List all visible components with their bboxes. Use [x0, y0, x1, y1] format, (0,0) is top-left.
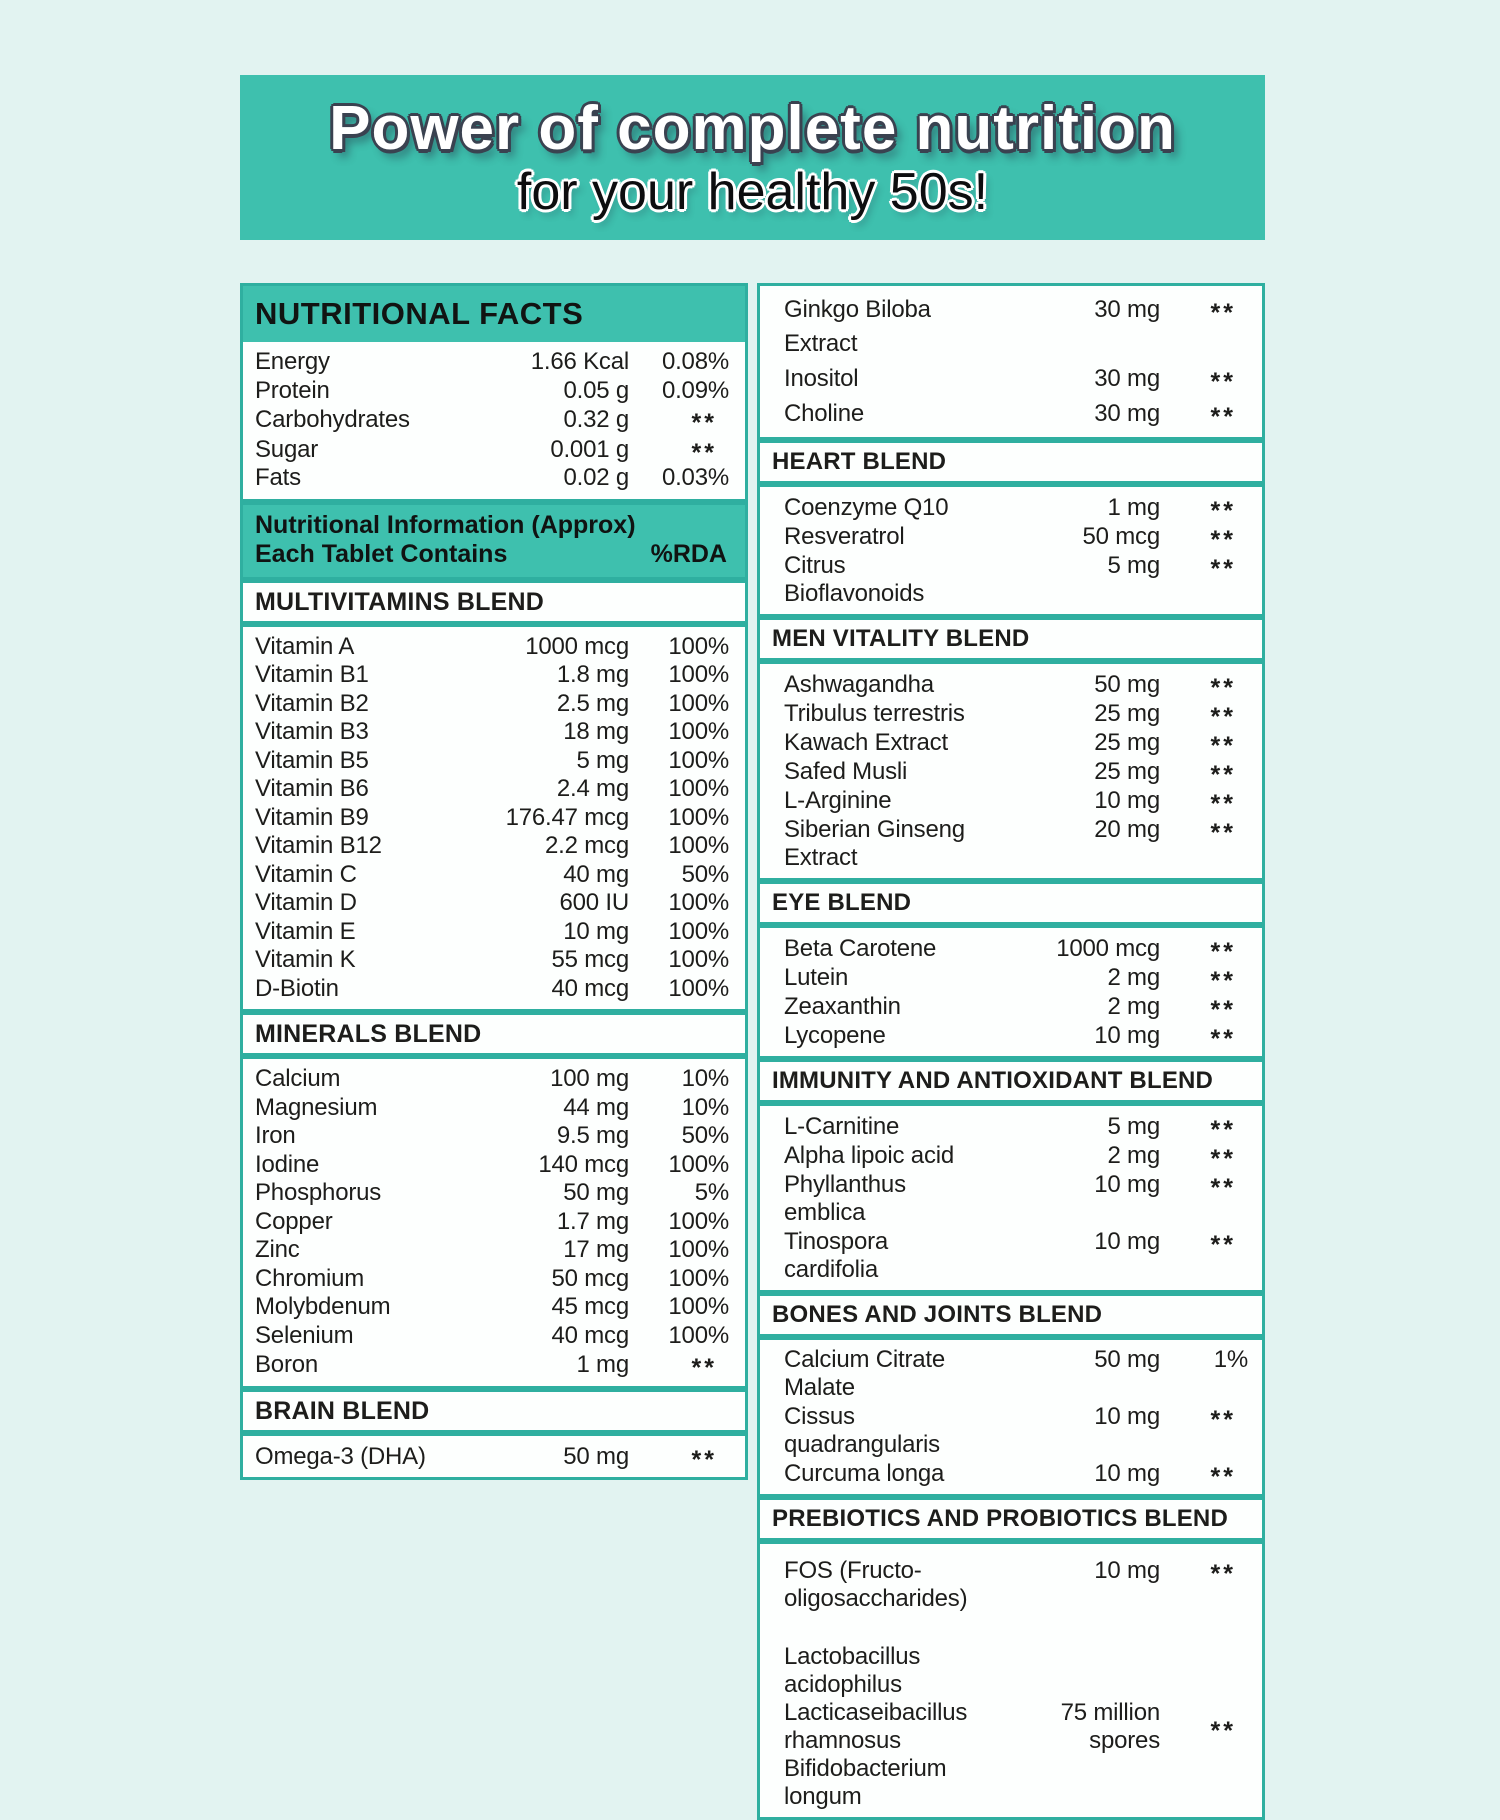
nutrient-amount: 1.66 Kcal: [530, 348, 629, 375]
nutrient-name: Coenzyme Q10: [784, 494, 949, 521]
nutrient-amount: 1.8 mg: [556, 661, 629, 688]
nutrient-amount: 2 mg: [1107, 964, 1160, 991]
banner-subtitle: for your healthy 50s!: [516, 162, 989, 221]
nutrient-name: Citrus Bioflavonoids: [784, 552, 925, 607]
nutrient-name: Calcium Citrate Malate: [784, 1346, 946, 1401]
nutrient-rda-value: 100%: [668, 974, 729, 1002]
nutrient-row: [784, 292, 1248, 361]
section-header-brain-blend: [240, 1389, 748, 1433]
nutrient-row: [255, 1179, 729, 1208]
nutrient-name: Lutein: [784, 964, 849, 991]
nutrient-amount: 5 mg: [1107, 552, 1160, 579]
nutrient-rda-value: **: [1210, 403, 1236, 431]
nutrient-amount: 140 mcg: [538, 1150, 629, 1178]
nutrient-name: Iodine: [255, 1150, 320, 1178]
nutrient-name: Vitamin B1: [255, 661, 369, 688]
nutrient-amount: 30 mg: [1094, 365, 1160, 392]
nutrient-row: [255, 747, 729, 776]
nutrient-amount: 17 mg: [563, 1236, 629, 1263]
nutrient-amount: 10 mg: [1094, 1022, 1160, 1049]
nutrient-amount: 2.5 mg: [556, 689, 629, 717]
nutrient-rda-value: **: [1210, 1145, 1236, 1173]
nutrient-name: Vitamin E: [255, 917, 356, 945]
nutrient-name: Tinospora cardifolia: [784, 1228, 889, 1283]
nutrient-name: Ashwagandha: [784, 671, 934, 698]
nutrient-amount: 10 mg: [1094, 1228, 1160, 1255]
nutrient-rda-value: 100%: [668, 689, 729, 717]
nutrient-rda-value: 10%: [681, 1093, 729, 1121]
nutrient-name: Protein: [255, 376, 330, 404]
nutrient-rda-value: **: [691, 409, 717, 437]
nutrient-amount: 55 mcg: [551, 946, 629, 973]
nutrient-row: [255, 1208, 729, 1237]
nutrient-amount: 1000 mcg: [1056, 935, 1160, 962]
section-rows-brain-blend: [240, 1433, 748, 1481]
nutrient-amount: 50 mg: [563, 1179, 629, 1206]
nutrient-row: [255, 1265, 729, 1294]
nutritional-facts-box: [240, 283, 748, 502]
section-rows-bones-joints-blend: [757, 1337, 1265, 1497]
nutrient-rda-value: **: [1210, 732, 1236, 760]
nutrient-rda-value: **: [1210, 1406, 1236, 1434]
nutrient-row: [255, 377, 729, 406]
nutrient-name: Vitamin B6: [255, 775, 369, 802]
nutrient-rda-value: **: [1210, 674, 1236, 702]
nutrient-rda-value: 1%: [1213, 1346, 1248, 1373]
nutrient-rda-value: **: [1210, 1025, 1236, 1053]
nutrient-row: [784, 361, 1248, 396]
nutrient-row: [784, 1402, 1248, 1459]
nutrient-rda-value: 50%: [681, 1122, 729, 1149]
macro-nutrient-rows: [243, 342, 745, 499]
nutrient-rda-value: **: [1210, 819, 1236, 847]
nutrient-rda-value: 100%: [668, 1321, 729, 1349]
nutrient-name: Carbohydrates: [255, 406, 410, 433]
nutrient-amount: 600 IU: [559, 889, 629, 916]
nutrient-row: [784, 1227, 1248, 1284]
nutrient-amount: 10 mg: [1094, 1403, 1160, 1430]
nutrient-name: Chromium: [255, 1264, 365, 1292]
nutrient-rda-value: **: [1210, 967, 1236, 995]
nutrient-name: Boron: [255, 1351, 319, 1378]
nutrition-tables: [240, 283, 1265, 1820]
nutrient-rda-value: **: [1210, 761, 1236, 789]
nutrient-rda-value: **: [691, 438, 717, 467]
nutrient-name: Vitamin B3: [255, 718, 369, 745]
nutrient-rda-value: **: [1210, 497, 1236, 525]
section-title: PREBIOTICS AND PROBIOTICS BLEND: [772, 1505, 1229, 1532]
minerals-rows: [243, 1059, 745, 1386]
section-title: MEN VITALITY BLEND: [772, 625, 1030, 652]
nutrient-rda-value: 100%: [668, 1150, 729, 1178]
nutrient-row: [255, 918, 729, 947]
nutrient-rda-value: 100%: [668, 632, 729, 660]
nutrient-rda-value: **: [691, 1445, 717, 1474]
section-rows-heart-blend: [757, 484, 1265, 617]
section-rows-minerals-blend: [240, 1056, 748, 1389]
nutrient-amount: 10 mg: [1094, 1171, 1160, 1198]
nutrient-name: Magnesium: [255, 1093, 378, 1121]
nutrient-rda-value: 100%: [668, 1236, 729, 1263]
nutrient-rda-value: 0.09%: [661, 376, 729, 404]
probiotic-amount: 75 million spores: [1060, 1699, 1160, 1754]
nutrient-rda-value: 100%: [668, 661, 729, 688]
nutrient-amount: 5 mg: [1107, 1113, 1160, 1140]
nutrient-rda-value: **: [1210, 996, 1236, 1024]
nutrient-rda-value: 100%: [668, 946, 729, 973]
probiotic-strain-names: Lactobacillus acidophilus Lacticaseibacillus rhamnosus Bifidobacterium longum: [784, 1643, 968, 1810]
nutrient-name: Beta Carotene: [784, 935, 937, 962]
nutrient-row: [255, 718, 729, 747]
nutrient-name: Phyllanthus emblica: [784, 1171, 906, 1226]
nutrient-row: [255, 1236, 729, 1265]
section-rows-prebiotics-probiotics-blend: [757, 1541, 1265, 1820]
nutrient-rda-value: **: [1210, 1174, 1236, 1202]
nutrient-row: [255, 633, 729, 662]
section-rows-multivitamins-blend: [240, 624, 748, 1013]
nutrient-rda-value: **: [1210, 526, 1236, 554]
nutrient-name: Zeaxanthin: [784, 993, 901, 1020]
section-header-eye-blend: [757, 881, 1265, 925]
nutrient-name: Siberian Ginseng Extract: [784, 816, 965, 871]
probiotic-rda-value: **: [1210, 1717, 1236, 1745]
nutrient-amount: 18 mg: [563, 718, 629, 745]
nutrient-amount: 40 mcg: [551, 974, 629, 1002]
nutrient-row: [784, 551, 1248, 608]
nutrient-name: Curcuma longa: [784, 1460, 945, 1487]
nutrient-rda-value: 100%: [668, 832, 729, 859]
nutrient-rda-value: **: [1210, 938, 1236, 966]
nutrient-rda-value: 100%: [668, 1264, 729, 1292]
nutrient-row: [784, 1170, 1248, 1227]
heart-rows: [760, 487, 1262, 614]
section-header-immunity-antioxidant-blend: [757, 1059, 1265, 1103]
nutrient-name: Resveratrol: [784, 523, 905, 550]
nutrient-amount: 9.5 mg: [556, 1122, 629, 1149]
nutrient-rda-value: 100%: [668, 746, 729, 774]
nutrient-name: L-Carnitine: [784, 1113, 900, 1140]
nutrient-name: Choline: [784, 400, 864, 427]
nutrient-row: [784, 493, 1248, 525]
nutrient-name: Vitamin B12: [255, 832, 382, 859]
nutrient-rda-value: 100%: [668, 718, 729, 745]
brain-blend-continued-rows: [760, 286, 1262, 437]
nutrient-name: Vitamin C: [255, 860, 357, 888]
nutrient-amount: 10 mg: [1094, 787, 1160, 814]
nutrient-name: D-Biotin: [255, 974, 339, 1002]
info-band-line1: Nutritional Information (Approx): [255, 510, 636, 539]
nutrient-row: [255, 1442, 729, 1472]
nutrient-row: [255, 1065, 729, 1094]
men-vitality-rows: [760, 664, 1262, 878]
nutrient-row: [255, 661, 729, 690]
nutrient-rda-value: 100%: [668, 1293, 729, 1320]
nutrient-row: [255, 1350, 729, 1380]
nutrient-row: [255, 1094, 729, 1123]
nutrient-amount: 25 mg: [1094, 700, 1160, 727]
nutrient-name: Vitamin D: [255, 889, 357, 916]
info-band-line2: [255, 540, 727, 569]
section-header-men-vitality-blend: [757, 617, 1265, 661]
nutrient-amount: 2.4 mg: [556, 775, 629, 802]
prebiotics-rows: [760, 1544, 1262, 1619]
nutrient-name: Selenium: [255, 1321, 354, 1349]
multivitamins-rows: [243, 627, 745, 1010]
nutrient-rda-value: 100%: [668, 1207, 729, 1235]
nutrient-name: Vitamin K: [255, 946, 356, 973]
section-title: MINERALS BLEND: [255, 1020, 482, 1048]
rda-column-label: %RDA: [650, 539, 727, 568]
banner-title: Power of complete nutrition: [329, 93, 1176, 163]
probiotics-multiline-rows: [760, 1619, 1262, 1817]
nutrient-amount: 50 mg: [1094, 1346, 1160, 1373]
nutrient-row: [784, 1556, 1248, 1613]
section-title: BONES AND JOINTS BLEND: [772, 1301, 1103, 1328]
nutrient-name: Safed Musli: [784, 758, 908, 785]
nutrient-row: [255, 775, 729, 804]
immunity-rows: [760, 1106, 1262, 1290]
section-header-minerals-blend: [240, 1012, 748, 1056]
nutrient-name: L-Arginine: [784, 787, 892, 814]
nutrient-amount: 0.001 g: [550, 435, 629, 463]
nutrient-amount: 25 mg: [1094, 758, 1160, 785]
nutrient-amount: 1.7 mg: [556, 1207, 629, 1235]
nutrient-row: [784, 757, 1248, 789]
section-header-heart-blend: [757, 440, 1265, 484]
nutrient-row: [255, 1151, 729, 1180]
nutrient-name: Fats: [255, 464, 301, 491]
nutrient-row: [784, 815, 1248, 872]
nutrient-amount: 1000 mcg: [525, 632, 629, 660]
nutrient-name: Zinc: [255, 1236, 300, 1263]
banner: [240, 75, 1265, 240]
nutrient-name: Lycopene: [784, 1022, 886, 1049]
nutrient-row: [784, 670, 1248, 702]
nutrient-name: Vitamin A: [255, 632, 355, 660]
nutrient-amount: 1 mg: [1107, 494, 1160, 521]
nutrient-amount: 2 mg: [1107, 1142, 1160, 1169]
left-column: [240, 283, 748, 1820]
nutrient-name: Calcium: [255, 1065, 341, 1092]
section-header-prebiotics-probiotics-blend: [757, 1497, 1265, 1541]
nutrient-amount: 10 mg: [1094, 1557, 1160, 1584]
each-tablet-contains-label: Each Tablet Contains: [255, 539, 508, 568]
nutrient-row: [784, 1021, 1248, 1053]
section-header-multivitamins-blend: [240, 580, 748, 624]
nutrient-amount: 176.47 mcg: [505, 803, 629, 831]
section-title: EYE BLEND: [772, 889, 912, 916]
nutrient-amount: 50 mg: [1094, 671, 1160, 698]
nutrient-row: [784, 1141, 1248, 1173]
nutrient-name: Energy: [255, 348, 330, 375]
nutrient-rda-value: **: [1210, 1231, 1236, 1259]
nutrient-amount: 100 mg: [550, 1065, 629, 1092]
section-header-bones-joints-blend: [757, 1293, 1265, 1337]
nutrient-rda-value: 5%: [694, 1179, 729, 1206]
section-title: IMMUNITY AND ANTIOXIDANT BLEND: [772, 1067, 1214, 1094]
nutrient-amount: 2.2 mcg: [545, 832, 629, 859]
nutrient-row: [784, 992, 1248, 1024]
nutrient-rda-value: 0.03%: [661, 464, 729, 491]
nutrient-rda-value: 100%: [668, 889, 729, 916]
nutrient-amount: 25 mg: [1094, 729, 1160, 756]
nutrient-amount: 30 mg: [1094, 296, 1160, 323]
nutrient-row: [784, 934, 1248, 966]
section-rows-immunity-antioxidant-blend: [757, 1103, 1265, 1293]
nutrient-rda-value: 100%: [668, 803, 729, 831]
nutrient-name: FOS (Fructo-oligosaccharides): [784, 1557, 968, 1612]
nutrient-amount: 0.02 g: [563, 464, 629, 491]
nutrient-amount: 50 mcg: [1082, 523, 1160, 550]
eye-rows: [760, 928, 1262, 1056]
nutrient-row: [784, 1112, 1248, 1144]
nutrient-row: [784, 728, 1248, 760]
nutrient-name: Vitamin B9: [255, 803, 369, 831]
nutrient-rda-value: **: [1210, 555, 1236, 583]
nutrient-name: Vitamin B5: [255, 746, 369, 774]
nutrient-row: [255, 975, 729, 1004]
nutrient-rda-value: **: [691, 1354, 717, 1382]
nutrient-name: Kawach Extract: [784, 729, 948, 756]
nutrient-rda-value: **: [1210, 1116, 1236, 1144]
probiotics-row: [784, 1643, 1248, 1811]
nutrient-amount: 50 mg: [563, 1442, 629, 1470]
nutrient-row: [255, 348, 729, 377]
nutrient-row: [255, 1122, 729, 1151]
nutrient-row: [255, 861, 729, 890]
nutrient-rda-value: 0.08%: [661, 348, 729, 375]
nutrient-amount: 40 mcg: [551, 1321, 629, 1349]
nutrient-amount: 1 mg: [576, 1351, 629, 1378]
right-column: [757, 283, 1265, 1820]
nutrient-row: [784, 1346, 1248, 1402]
nutrient-row: [255, 690, 729, 719]
nutrient-row: [255, 1293, 729, 1322]
nutritional-facts-title: NUTRITIONAL FACTS: [243, 286, 745, 342]
nutrient-amount: 2 mg: [1107, 993, 1160, 1020]
nutrient-name: Sugar: [255, 435, 319, 463]
nutrient-name: Iron: [255, 1122, 296, 1149]
brain-rows: [243, 1436, 745, 1478]
nutrient-rda-value: **: [1210, 299, 1236, 327]
nutrient-rda-value: **: [1210, 1463, 1236, 1491]
nutrient-row: [255, 464, 729, 493]
nutrient-amount: 0.32 g: [563, 406, 629, 433]
nutrient-row: [784, 786, 1248, 818]
nutrient-row: [255, 1322, 729, 1351]
brain-blend-continued-box: [757, 283, 1265, 440]
nutrient-rda-value: **: [1210, 703, 1236, 731]
nutrient-name: Vitamin B2: [255, 689, 369, 717]
nutrient-name: Cissus quadrangularis: [784, 1403, 940, 1458]
nutrient-row: [784, 522, 1248, 554]
nutrient-name: Tribulus terrestris: [784, 700, 965, 727]
section-rows-eye-blend: [757, 925, 1265, 1059]
nutrient-row: [255, 946, 729, 975]
nutrient-row: [255, 435, 729, 465]
nutrient-amount: 0.05 g: [563, 376, 629, 404]
nutrient-amount: 30 mg: [1094, 400, 1160, 427]
nutrient-name: Ginkgo Biloba Extract: [784, 296, 931, 357]
section-rows-men-vitality-blend: [757, 661, 1265, 881]
info-band: [240, 502, 748, 580]
nutrient-amount: 44 mg: [563, 1093, 629, 1121]
nutrient-row: [784, 963, 1248, 995]
nutrient-row: [255, 889, 729, 918]
nutrient-amount: 40 mg: [563, 860, 629, 888]
nutrient-name: Phosphorus: [255, 1179, 382, 1206]
nutrient-name: Inositol: [784, 365, 859, 392]
nutrient-rda-value: 100%: [668, 775, 729, 802]
nutrient-name: Omega-3 (DHA): [255, 1442, 426, 1470]
nutrient-rda-value: **: [1210, 790, 1236, 818]
nutrient-rda-value: 100%: [668, 917, 729, 945]
nutrient-amount: 20 mg: [1094, 816, 1160, 843]
nutrient-amount: 50 mcg: [551, 1264, 629, 1292]
nutrient-name: Alpha lipoic acid: [784, 1142, 955, 1169]
section-title: MULTIVITAMINS BLEND: [255, 587, 544, 616]
section-title: BRAIN BLEND: [255, 1396, 430, 1425]
bones-joints-rows: [760, 1340, 1262, 1494]
nutrient-row: [784, 1459, 1248, 1491]
nutrient-rda-value: **: [1210, 368, 1236, 396]
nutrient-rda-value: **: [1210, 1560, 1236, 1588]
nutrient-rda-value: 10%: [681, 1065, 729, 1092]
nutrient-amount: 10 mg: [1094, 1460, 1160, 1487]
nutrient-row: [255, 832, 729, 861]
nutrient-row: [784, 699, 1248, 731]
nutrient-row: [784, 396, 1248, 431]
nutrient-amount: 45 mcg: [551, 1293, 629, 1320]
nutrient-row: [255, 804, 729, 833]
nutrient-amount: 10 mg: [563, 917, 629, 945]
nutrient-name: Molybdenum: [255, 1293, 391, 1320]
nutrient-row: [255, 405, 729, 435]
nutrient-name: Copper: [255, 1207, 333, 1235]
nutrient-rda-value: 50%: [681, 860, 729, 888]
section-title: HEART BLEND: [772, 448, 947, 475]
nutrient-amount: 5 mg: [576, 746, 629, 774]
